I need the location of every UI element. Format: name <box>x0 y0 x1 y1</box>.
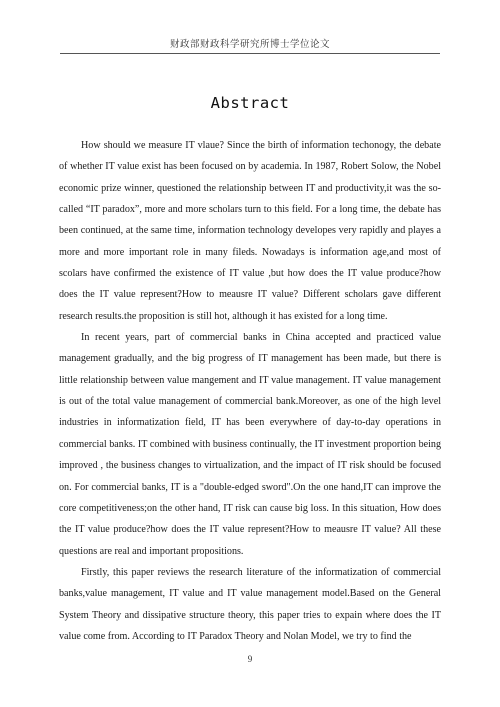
paragraph-3: Firstly, this paper reviews the research literature of the informatization of commercial banks,value management, IT value and IT value management model.Based on the General System Theory and dissipative structure theory, this paper tries to expain where does the IT value come from. According to IT Paradox Theory and Nolan Model, we try to find the <box>59 566 441 642</box>
paragraph-1: How should we measure IT vlaue? Since the birth of information techonogy, the debate of whether IT value exist has been focused on by academia. In 1987, Robert Solow, the Nobel economic prize winner, questioned the relationship between IT and productivity,it was the so-called “IT paradox”, more and more scholars turn to this field. For a long time, the debate has been continued, at the same time, information technology developes very rapidly and playes a more and more important role in many fileds. Nowadays is information age,and most of scolars have confirmed the existence of IT value ,but how does the IT value produce?how does the IT value represent?How to meausre IT value? Different scholars gave different research results.the proposition is still hot, although it has existed for a long time. <box>59 140 441 322</box>
abstract-body <box>59 135 441 647</box>
running-header: 财政部财政科学研究所博士学位论文 <box>169 40 330 50</box>
paragraph-2: In recent years, part of commercial banks in China accepted and practiced value management gradually, and the big progress of IT management has been made, but there is little relationship between value mangement and IT value management. IT value management is out of the total value management of commercial bank.Moreover, as one of the high level industries in informatization field, IT has been everywhere of day-to-day operations in commercial banks. IT combined with business continually, the IT investment proportion being improved , the business changes to virtualization, and the impact of IT risk should be focused on. For commercial banks, IT is a "double-edged sword".On the one hand,IT can improve the core competitiveness;on the other hand, IT risk can cause big loss. In this situation, How does the IT value produce?how does the IT value represent?How to meausre IT value? All these questions are real and important propositions. <box>59 332 441 557</box>
page-number: 9 <box>247 654 253 664</box>
abstract-title: Abstract <box>210 94 290 112</box>
header-rule <box>60 53 440 54</box>
